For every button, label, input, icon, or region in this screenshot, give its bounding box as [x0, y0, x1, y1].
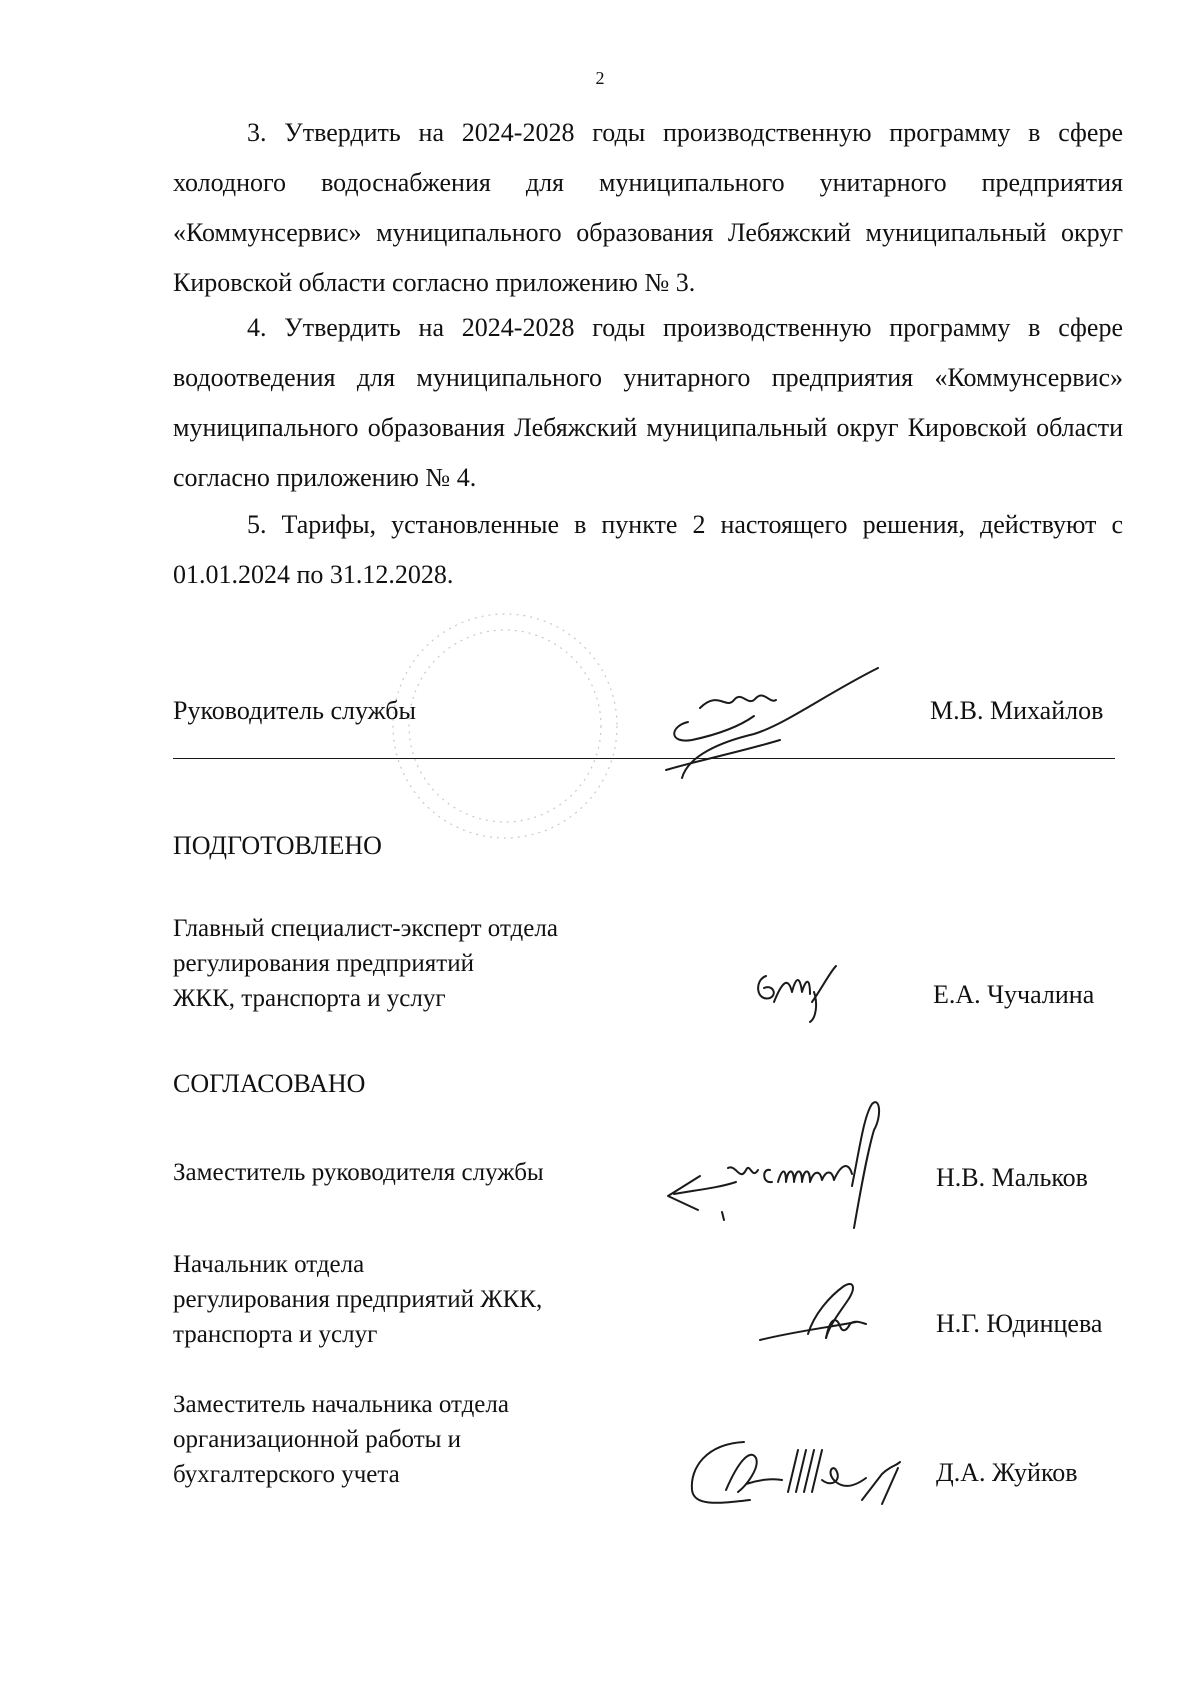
prepared-position-line: регулирования предприятий [173, 950, 474, 977]
agreed-signer-3-position [173, 1387, 509, 1492]
agreed-signer-2-name: Н.Г. Юдинцева [936, 1309, 1103, 1338]
head-name: М.В. Михайлов [930, 696, 1104, 725]
agreed-position-line: организационной работы и [173, 1426, 462, 1453]
agreed-signer-3-name: Д.А. Жуйков [936, 1458, 1078, 1487]
agreed-signer-2-signature-mark [756, 1274, 906, 1364]
agreed-position-line: регулирования предприятий ЖКК, [173, 1286, 543, 1313]
agreed-position-line: транспорта и услуг [173, 1321, 378, 1348]
signature-separator-line [173, 758, 1115, 759]
head-title: Руководитель службы [173, 696, 416, 725]
prepared-position [173, 911, 558, 1016]
paragraph-5: 5. Тарифы, установленные в пункте 2 настоящего решения, действуют с 01.01.2024 по 31.12.2028. [173, 510, 1123, 589]
agreed-position-line: бухгалтерского учета [173, 1461, 400, 1488]
agreed-position-line: Заместитель руководителя службы [173, 1159, 544, 1186]
agreed-heading: СОГЛАСОВАНО [173, 1069, 366, 1098]
agreed-signer-1-name: Н.В. Мальков [936, 1163, 1088, 1192]
prepared-heading: ПОДГОТОВЛЕНО [173, 831, 382, 860]
head-signature-mark [630, 660, 890, 780]
agreed-position-line: Заместитель начальника отдела [173, 1391, 509, 1418]
agreed-position-line: Начальник отдела [173, 1251, 365, 1278]
agreed-signer-1-position [173, 1155, 544, 1190]
prepared-signature-mark [752, 962, 842, 1024]
prepared-name: Е.А. Чучалина [933, 980, 1095, 1009]
stamp-impression [390, 606, 620, 846]
agreed-signer-2-position [173, 1247, 542, 1352]
agreed-signer-3-signature-mark [686, 1428, 926, 1518]
prepared-position-line: ЖКК, транспорта и услуг [173, 985, 446, 1012]
paragraph-3: 3. Утвердить на 2024-2028 годы производственную программу в сфере холодного водоснабжения для муниципального унитарного предприятия «Коммунсервис» муниципального образования Лебяжский муниципальный округ Кировской области согласно приложению № 3. [173, 118, 1123, 297]
paragraph-4: 4. Утвердить на 2024-2028 годы производственную программу в сфере водоотведения для муниципального унитарного предприятия «Коммунсервис» муниципального образования Лебяжский муниципальный округ Кировской области согласно приложению № 4. [173, 313, 1123, 492]
page-number: 2 [595, 68, 605, 88]
agreed-signer-1-signature-mark [666, 1090, 946, 1230]
prepared-position-line: Главный специалист-эксперт отдела [173, 915, 558, 942]
